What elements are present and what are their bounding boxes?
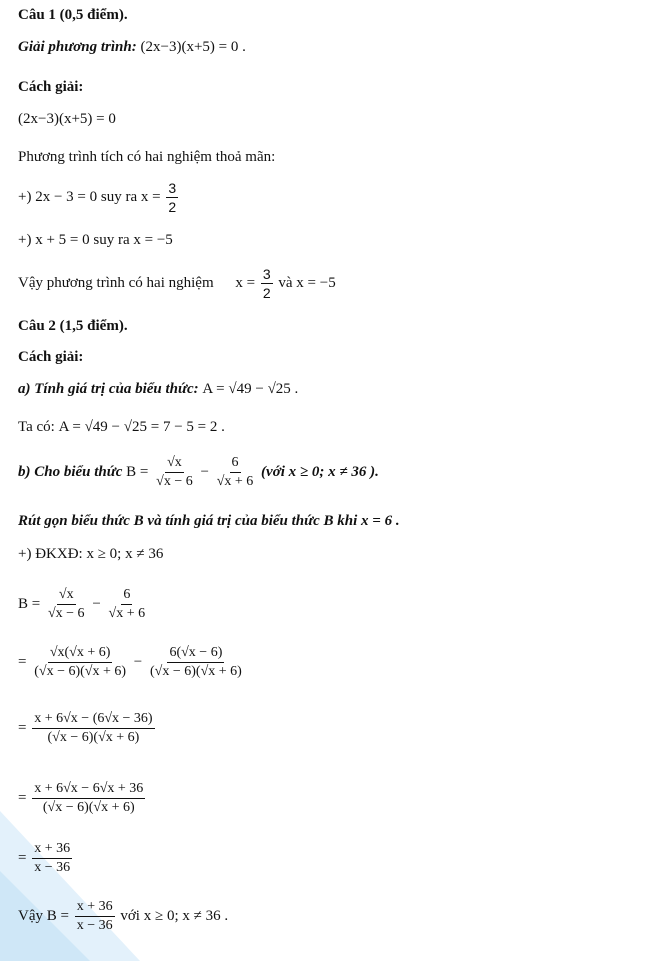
fraction-denominator: √x + 6: [216, 474, 254, 490]
fraction-numerator: x + 6√x − (6√x − 36): [32, 711, 154, 729]
fraction-denominator: √x − 6: [47, 606, 85, 622]
q1-conclusion-text: Vậy phương trình có hai nghiệm: [18, 275, 214, 291]
minus-sign: −: [92, 596, 101, 612]
fraction: [215, 455, 256, 490]
fraction: [46, 587, 87, 622]
fraction-numerator: x + 36: [32, 841, 72, 859]
q1-case-2: +) x + 5 = 0 suy ra x = −5: [18, 232, 173, 248]
fraction-numerator: 3: [168, 180, 177, 197]
q2b-B: B =: [126, 464, 149, 480]
question-1-title: Câu 1 (0,5 điểm).: [18, 7, 128, 23]
q2b-step-4: [18, 776, 147, 820]
fraction-denominator: (√x − 6)(√x + 6): [47, 730, 140, 746]
q2b-step-3: [18, 706, 157, 750]
fraction: [32, 781, 145, 816]
q1-equation: (2x−3)(x+5) = 0: [18, 111, 116, 127]
fraction-numerator: √x: [57, 587, 76, 605]
q1-intro: Phương trình tích có hai nghiệm thoả mãn:: [18, 149, 276, 165]
q1-task: [18, 38, 246, 56]
equals-sign: =: [18, 790, 27, 806]
fraction-numerator: 3: [262, 266, 271, 283]
q1-task-equation: (2x−3)(x+5) = 0 .: [140, 39, 246, 55]
fraction: [32, 711, 154, 746]
q2b-step-2: [18, 640, 246, 684]
q2b-condition: (với x ≥ 0; x ≠ 36 ).: [261, 464, 379, 480]
q2a-solution: [18, 418, 225, 436]
fraction-three-halves: [261, 266, 273, 301]
q2-method-label: Cách giải:: [18, 349, 84, 365]
fraction-numerator: x + 6√x − 6√x + 36: [32, 781, 145, 799]
q2a-solution-prefix: Ta có:: [18, 419, 55, 435]
q2a-expression: A = √49 − √25 .: [202, 381, 299, 397]
equals-sign: =: [18, 850, 27, 866]
fraction-numerator: 6: [121, 587, 132, 605]
fraction: [75, 899, 115, 934]
final-B: B =: [46, 908, 69, 924]
q1-conclusion-tail: và x = −5: [278, 275, 336, 291]
q1-case-1-text: +) 2x − 3 = 0 suy ra: [18, 189, 138, 205]
fraction: [32, 645, 128, 680]
fraction-denominator: √x + 6: [108, 606, 146, 622]
fraction: [32, 841, 72, 876]
fraction-denominator: (√x − 6)(√x + 6): [34, 664, 127, 680]
fraction-denominator: x − 36: [76, 918, 113, 934]
fraction: [107, 587, 148, 622]
q2b-request: Rút gọn biểu thức B và tính giá trị của biểu thức B khi x = 6 .: [18, 513, 400, 529]
q1-conclusion: [18, 265, 336, 301]
fraction: [154, 455, 195, 490]
q1-method-label: Cách giải:: [18, 79, 84, 95]
minus-sign: −: [200, 464, 209, 480]
q2b-step-5: [18, 836, 74, 880]
question-2-title: Câu 2 (1,5 điểm).: [18, 318, 128, 334]
fraction-denominator: (√x − 6)(√x + 6): [150, 664, 242, 680]
fraction-denominator: √x − 6: [156, 474, 193, 490]
fraction-denominator: (√x − 6)(√x + 6): [42, 800, 135, 816]
equals-sign: =: [18, 654, 27, 670]
fraction: [148, 645, 244, 680]
fraction-numerator: √x(√x + 6): [48, 645, 113, 663]
q2a-label: a) Tính giá trị của biểu thức:: [18, 381, 199, 397]
fraction-numerator: 6: [230, 455, 241, 473]
q1-conclusion-lhs: x =: [235, 275, 256, 291]
final-condition: với x ≥ 0; x ≠ 36 .: [120, 908, 229, 924]
q2b-dkxd: +) ĐKXĐ: x ≥ 0; x ≠ 36: [18, 546, 164, 562]
q1-case-1-lhs: x =: [140, 189, 161, 205]
fraction-denominator: 2: [262, 285, 271, 302]
fraction-denominator: 2: [168, 199, 177, 216]
fraction-three-halves: [166, 180, 178, 215]
q2b-task: [18, 450, 379, 494]
final-prefix: Vậy: [18, 908, 43, 924]
q1-task-label: Giải phương trình:: [18, 39, 137, 55]
q2b-step-1: [18, 582, 149, 626]
fraction-numerator: x + 36: [75, 899, 115, 917]
q2b-final: [18, 894, 228, 938]
equals-sign: =: [18, 720, 27, 736]
fraction-denominator: x − 36: [34, 860, 71, 876]
fraction-numerator: 6(√x − 6): [167, 645, 224, 663]
step-B: B =: [18, 596, 41, 612]
q1-case-1: [18, 179, 180, 215]
fraction-numerator: √x: [165, 455, 184, 473]
q2a-solution-math: A = √49 − √25 = 7 − 5 = 2 .: [58, 419, 225, 435]
q2b-label: b) Cho biểu thức: [18, 464, 123, 480]
minus-sign: −: [133, 654, 143, 670]
q2a-task: [18, 380, 298, 398]
